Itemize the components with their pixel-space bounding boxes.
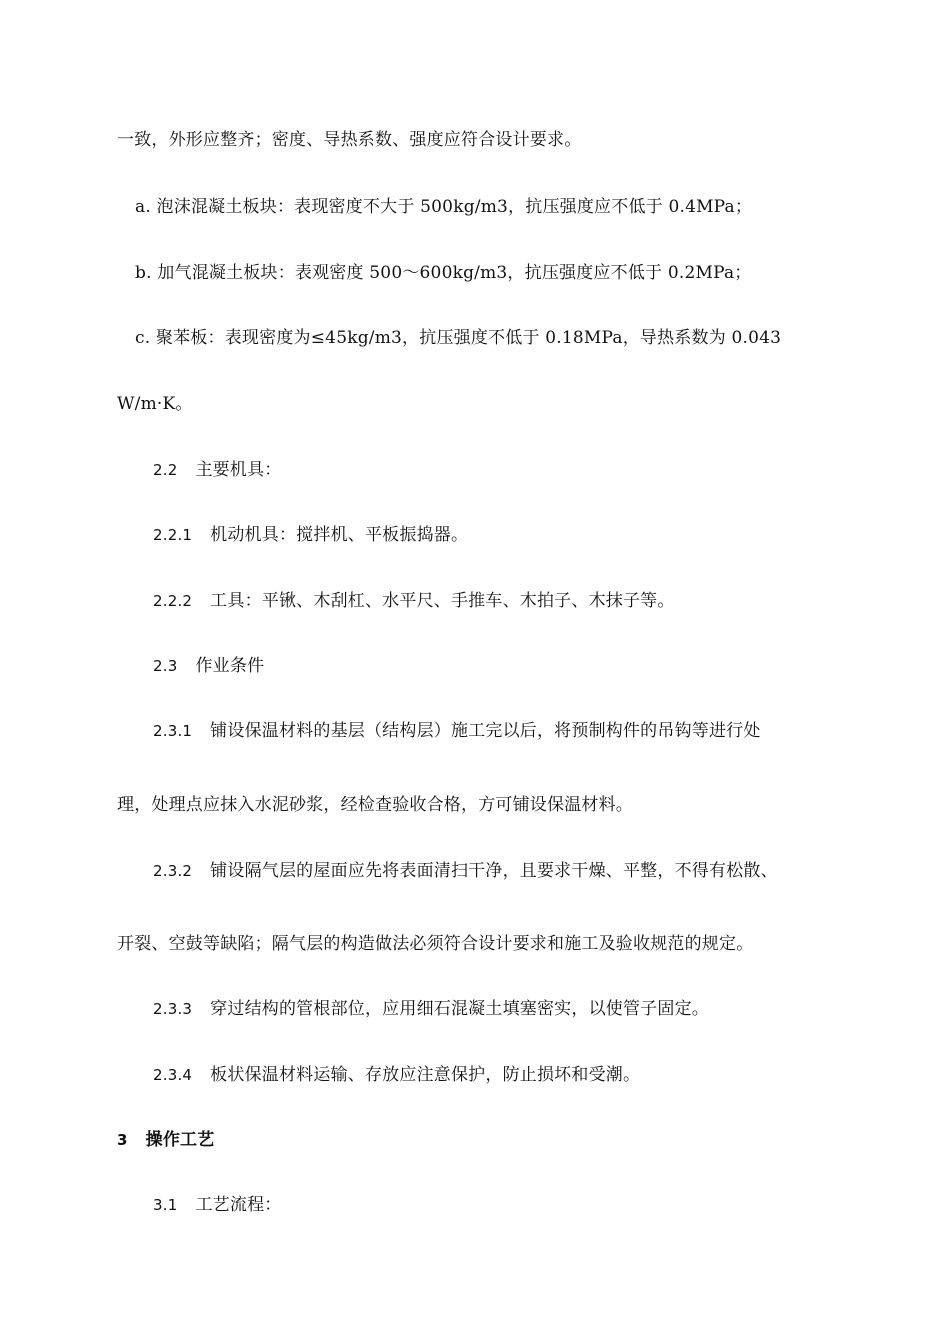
section-2-3-4 xyxy=(153,1063,640,1087)
line-text: 一致，外形应整齐；密度、导热系数、强度应符合设计要求。 xyxy=(117,130,582,150)
line-text: 开裂、空鼓等缺陷；隔气层的构造做法必须符合设计要求和施工及验收规范的规定。 xyxy=(117,934,754,954)
section-text: 工具：平锹、木刮杠、水平尺、手推车、木拍子、木抹子等。 xyxy=(210,591,675,611)
section-2-2-1 xyxy=(153,523,468,547)
section-2-3 xyxy=(153,654,264,678)
section-text: 铺设保温材料的基层（结构层）施工完以后，将预制构件的吊钩等进行处 xyxy=(210,721,761,741)
section-number: 2.3.2 xyxy=(153,862,193,880)
section-2-3-2-continuation xyxy=(117,932,753,956)
section-2-3-2 xyxy=(153,859,778,883)
section-text: 铺设隔气层的屋面应先将表面清扫干净，且要求干燥、平整，不得有松散、 xyxy=(210,861,778,881)
material-item-c xyxy=(135,326,781,350)
section-number: 2.2 xyxy=(153,461,178,479)
line-text: a. 泡沫混凝土板块：表现密度不大于 500kg/m3，抗压强度应不低于 0.4MPa； xyxy=(135,197,753,217)
section-number: 2.3.4 xyxy=(153,1066,193,1084)
line-text: W/m·K。 xyxy=(117,394,193,414)
section-number: 2.3 xyxy=(153,657,178,675)
section-2-3-1-continuation xyxy=(117,793,633,817)
section-2-3-1 xyxy=(153,719,761,743)
line-text: c. 聚苯板：表现密度为≤45kg/m3，抗压强度不低于 0.18MPa，导热系数为 0.043 xyxy=(135,328,782,348)
material-item-c-continuation xyxy=(117,392,193,416)
section-number: 2.3.1 xyxy=(153,722,193,740)
section-title: 主要机具： xyxy=(195,460,282,480)
paragraph-line-continuation xyxy=(117,128,581,152)
section-text: 机动机具：搅拌机、平板振捣器。 xyxy=(210,525,469,545)
section-title: 作业条件 xyxy=(195,656,265,676)
section-text: 穿过结构的管根部位，应用细石混凝土填塞密实，以使管子固定。 xyxy=(210,999,709,1019)
section-title: 工艺流程： xyxy=(195,1195,282,1215)
material-item-b xyxy=(135,261,752,285)
line-text: b. 加气混凝土板块：表观密度 500～600kg/m3，抗压强度应不低于 0.2MPa； xyxy=(135,263,752,283)
section-text: 板状保温材料运输、存放应注意保护，防止损坏和受潮。 xyxy=(210,1065,641,1085)
section-3-heading xyxy=(117,1128,214,1152)
section-2-2 xyxy=(153,458,281,482)
section-3-1 xyxy=(153,1193,281,1217)
section-2-2-2 xyxy=(153,589,675,613)
section-number: 2.2.1 xyxy=(153,526,193,544)
section-number: 3 xyxy=(117,1131,128,1149)
section-2-3-3 xyxy=(153,997,709,1021)
material-item-a xyxy=(135,195,752,219)
section-number: 2.3.3 xyxy=(153,1000,193,1018)
section-number: 3.1 xyxy=(153,1196,178,1214)
line-text: 理，处理点应抹入水泥砂浆，经检查验收合格，方可铺设保温材料。 xyxy=(117,795,633,815)
section-title: 操作工艺 xyxy=(145,1130,215,1150)
section-number: 2.2.2 xyxy=(153,592,193,610)
